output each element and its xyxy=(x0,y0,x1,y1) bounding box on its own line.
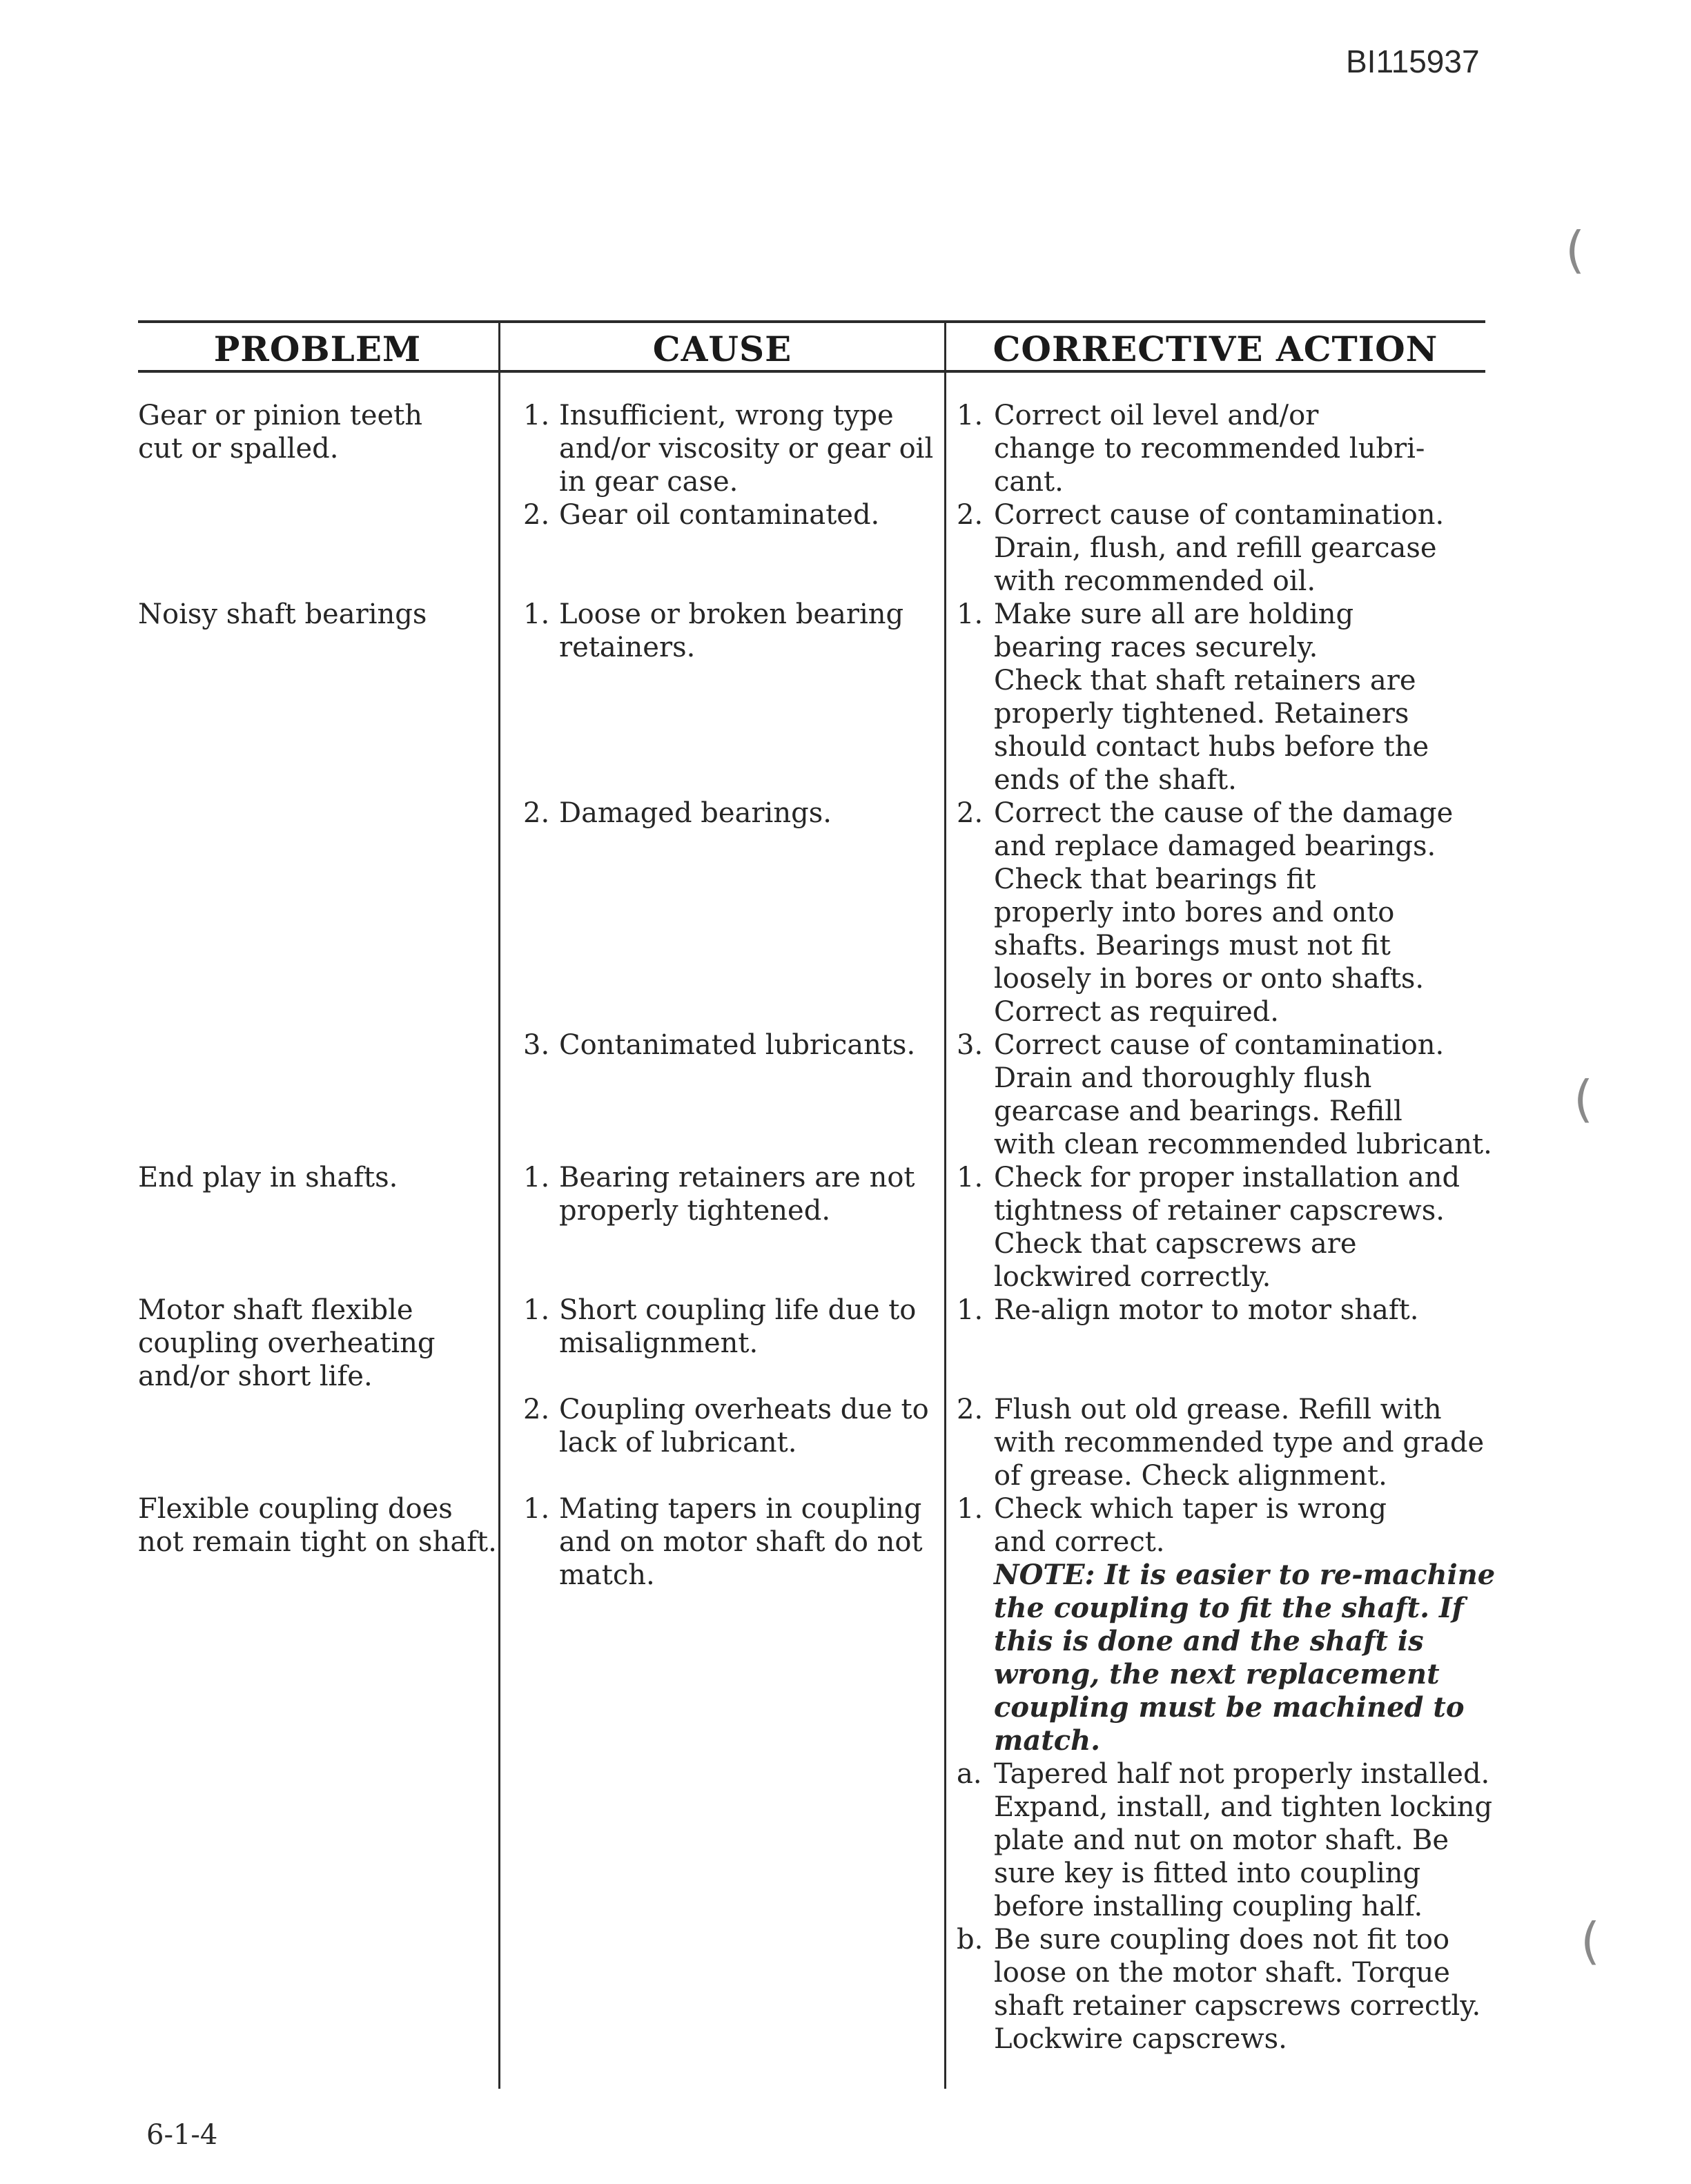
cause-text: Damaged bearings. xyxy=(559,797,832,829)
action-note: NOTE: It is easier to re-machine the coupling to fit the shaft. If this is done and the shaft is wrong, the next replacement coupling must be machined to match. xyxy=(994,1559,1496,1757)
column-header-cause: CAUSE xyxy=(652,329,792,369)
action-text: Make sure all are holding bearing races securely. Check that shaft retainers are properly tightened. Retainers should contact hubs before the ends of the shaft. xyxy=(994,598,1429,796)
action-text: Correct cause of contamination. Drain, flush, and refill gearcase with recommended oil. xyxy=(994,499,1445,597)
cause-number: 1. xyxy=(523,1493,550,1525)
table-top-rule xyxy=(138,320,1485,323)
action-number: a. xyxy=(957,1758,982,1790)
column-header-corrective-action: CORRECTIVE ACTION xyxy=(993,329,1438,369)
action-number: 1. xyxy=(957,1162,984,1193)
cause-number: 1. xyxy=(523,598,550,630)
action-number: 3. xyxy=(957,1029,984,1061)
column-header-problem: PROBLEM xyxy=(213,329,422,369)
cause-text: Loose or broken bearing retainers. xyxy=(559,598,904,663)
cause-text: Insufficient, wrong type and/or viscosity or gear oil in gear case. xyxy=(559,400,934,498)
cause-text: Gear oil contaminated. xyxy=(559,499,880,531)
action-number: 2. xyxy=(957,1394,984,1425)
action-text: Be sure coupling does not fit too loose on the motor shaft. Torque shaft retainer capscrews correctly. Lockwire capscrews. xyxy=(994,1924,1481,2055)
action-number: 1. xyxy=(957,1294,984,1326)
cause-number: 2. xyxy=(523,499,550,531)
action-number: 2. xyxy=(957,499,984,531)
cause-number: 1. xyxy=(523,1162,550,1193)
action-text: Correct oil level and/or change to recommended lubri- cant. xyxy=(994,400,1425,498)
problem-cell: End play in shafts. xyxy=(138,1162,398,1193)
column-divider-2 xyxy=(944,322,946,2089)
action-text: Flush out old grease. Refill with with recommended type and grade of grease. Check alignment. xyxy=(994,1394,1485,1492)
column-divider-1 xyxy=(498,322,500,2089)
binder-hole-mark: ( xyxy=(1565,221,1585,279)
problem-cell: Flexible coupling does not remain tight on shaft. xyxy=(138,1493,497,1558)
action-text: Check which taper is wrong and correct. xyxy=(994,1493,1387,1558)
cause-number: 2. xyxy=(523,1394,550,1425)
action-number: 1. xyxy=(957,400,984,431)
action-number: 2. xyxy=(957,797,984,829)
action-text: Correct the cause of the damage and replace damaged bearings. Check that bearings fit properly into bores and onto shafts. Bearings must not fit loosely in bores or onto shafts. Correct as required. xyxy=(994,797,1454,1028)
cause-text: Short coupling life due to misalignment. xyxy=(559,1294,917,1359)
action-text: Check for proper installation and tightness of retainer capscrews. Check that capscrews are lockwired correctly. xyxy=(994,1162,1460,1293)
header-bottom-rule xyxy=(138,370,1485,373)
cause-text: Mating tapers in coupling and on motor shaft do not match. xyxy=(559,1493,923,1591)
action-number: 1. xyxy=(957,1493,984,1525)
cause-text: Contanimated lubricants. xyxy=(559,1029,916,1061)
problem-cell: Noisy shaft bearings xyxy=(138,598,427,630)
cause-number: 2. xyxy=(523,797,550,829)
binder-hole-mark: ( xyxy=(1574,1070,1594,1128)
action-number: b. xyxy=(957,1924,984,1956)
action-text: Correct cause of contamination. Drain and thoroughly flush gearcase and bearings. Refill with clean recommended lubricant. xyxy=(994,1029,1492,1160)
document-id: BI115937 xyxy=(1346,43,1480,79)
action-text: Re-align motor to motor shaft. xyxy=(994,1294,1419,1326)
problem-cell: Motor shaft flexible coupling overheating and/or short life. xyxy=(138,1294,436,1392)
cause-number: 1. xyxy=(523,400,550,431)
page-number: 6-1-4 xyxy=(146,2119,218,2151)
problem-cell: Gear or pinion teeth cut or spalled. xyxy=(138,400,422,465)
cause-text: Coupling overheats due to lack of lubricant. xyxy=(559,1394,929,1459)
cause-number: 3. xyxy=(523,1029,550,1061)
cause-number: 1. xyxy=(523,1294,550,1326)
action-text: Tapered half not properly installed. Expand, install, and tighten locking plate and nut on motor shaft. Be sure key is fitted into coupling before installing coupling half. xyxy=(994,1758,1493,1922)
cause-text: Bearing retainers are not properly tightened. xyxy=(559,1162,915,1227)
action-number: 1. xyxy=(957,598,984,630)
binder-hole-mark: ( xyxy=(1581,1912,1601,1970)
